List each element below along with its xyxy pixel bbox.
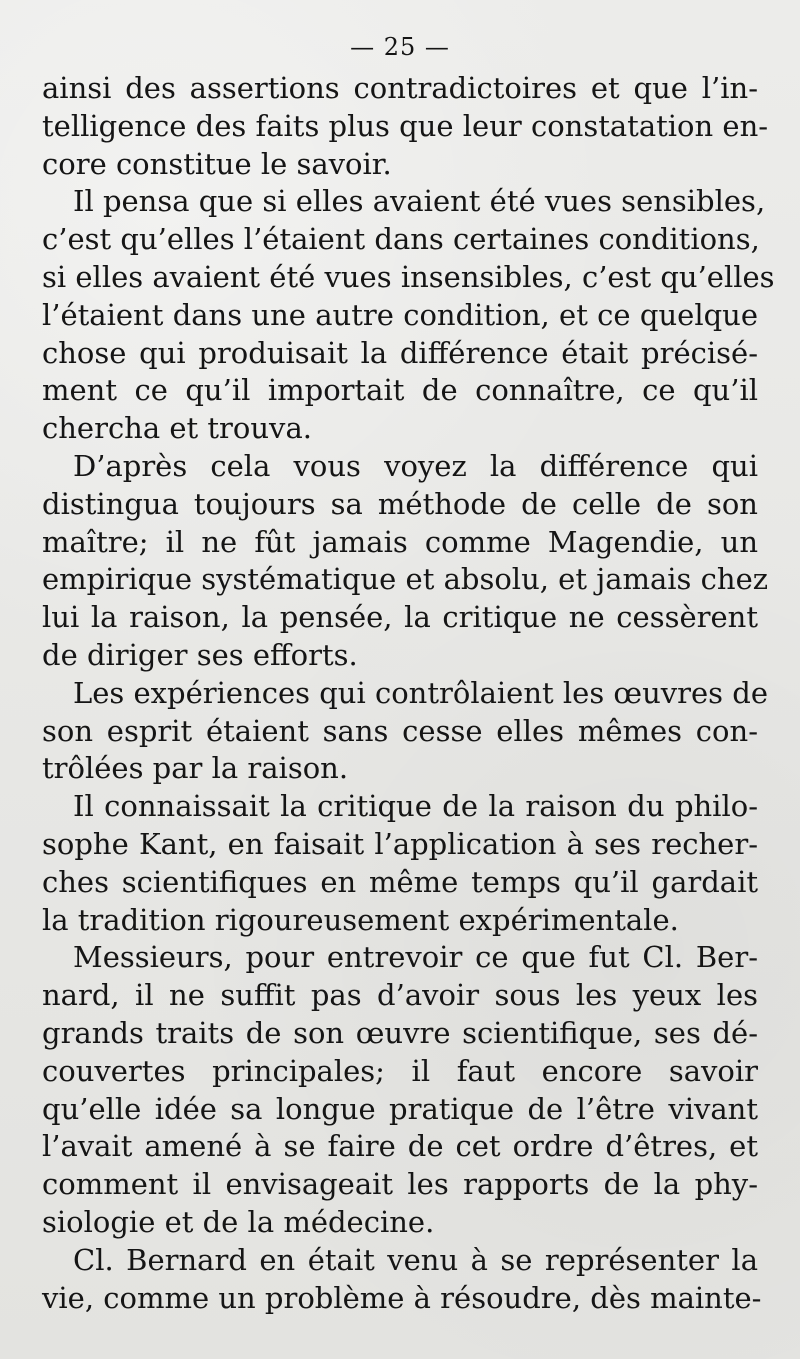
text-line-content: qu’elle idée sa longue pratique de l’être vivant (42, 1091, 758, 1126)
text-line (42, 410, 758, 448)
text-line-content: Cl. Bernard en était venu à se représenter la (73, 1242, 758, 1277)
text-line-content: son esprit étaient sans cesse elles mêmes con- (42, 713, 758, 748)
text-line-content: Messieurs, pour entrevoir ce que fut Cl. Ber- (73, 940, 758, 975)
body-text (42, 70, 775, 1317)
paragraph (42, 70, 769, 183)
text-line (42, 221, 758, 259)
text-line-content: Il connaissait la critique de la raison du philo- (73, 789, 758, 824)
text-line-content: Les expériences qui contrôlaient les œuvres de (73, 675, 769, 710)
text-line-content: vie, comme un problème à résoudre, dès mainte- (42, 1280, 762, 1315)
paragraph (42, 183, 775, 448)
text-line-content: D’après cela vous voyez la différence qui (73, 448, 758, 483)
text-line (42, 448, 758, 486)
text-line-content: empirique systématique et absolu, et jamais chez (42, 562, 769, 597)
paragraph (42, 788, 758, 939)
text-line (42, 1242, 758, 1280)
text-line-content: l’avait amené à se faire de cet ordre d’êtres, et (42, 1129, 758, 1164)
text-line (42, 599, 758, 637)
page-number: — 25 — (350, 33, 450, 61)
text-line-content: trôlées par la raison. (42, 751, 349, 786)
paragraph (42, 448, 769, 675)
text-line (42, 750, 758, 788)
text-line (42, 1280, 762, 1318)
text-line-content: si elles avaient été vues insensibles, c’est qu’elles (42, 259, 775, 294)
text-line-content: couvertes principales; il faut encore savoir (42, 1053, 758, 1088)
text-line (42, 561, 769, 599)
text-line (42, 902, 758, 940)
text-line (42, 1091, 758, 1129)
text-line (42, 1128, 758, 1166)
text-line (42, 1166, 758, 1204)
text-line-content: ches scientifiques en même temps qu’il gardait (42, 864, 758, 899)
text-line-content: ment ce qu’il importait de connaître, ce qu’il (42, 373, 758, 408)
text-line-content: nard, il ne suffit pas d’avoir sous les yeux les (42, 978, 758, 1013)
text-line (42, 1053, 758, 1091)
text-line (42, 864, 758, 902)
text-line (42, 826, 758, 864)
text-line (42, 259, 775, 297)
text-line (42, 183, 766, 221)
text-line-content: core constitue le savoir. (42, 146, 392, 181)
text-line (42, 977, 758, 1015)
text-line (42, 713, 758, 751)
text-line (42, 524, 758, 562)
text-line (42, 788, 758, 826)
text-line-content: ainsi des assertions contradictoires et que l’in- (42, 71, 758, 105)
text-line (42, 146, 758, 184)
text-line-content: la tradition rigoureusement expérimentale. (42, 902, 679, 937)
text-line-content: de diriger ses efforts. (42, 637, 358, 672)
text-line-content: grands traits de son œuvre scientifique, ses dé- (42, 1015, 758, 1050)
text-line-content: telligence des faits plus que leur constatation en- (42, 108, 769, 143)
text-line-content: maître; il ne fût jamais comme Magendie, un (42, 524, 758, 559)
paragraph (42, 1242, 762, 1318)
text-line (42, 939, 758, 977)
text-line-content: comment il envisageait les rapports de la phy- (42, 1167, 758, 1202)
text-line-content: distingua toujours sa méthode de celle de son (42, 486, 758, 521)
text-line-content: siologie et de la médecine. (42, 1204, 435, 1239)
text-line (42, 297, 758, 335)
text-line (42, 372, 758, 410)
paragraph (42, 675, 769, 788)
text-line (42, 675, 769, 713)
text-line (42, 335, 758, 373)
text-line (42, 637, 758, 675)
text-line-content: sophe Kant, en faisait l’application à ses recher- (42, 826, 758, 861)
text-line-content: l’étaient dans une autre condition, et ce quelque (42, 297, 758, 332)
text-line-content: Il pensa que si elles avaient été vues sensibles, (73, 184, 766, 219)
text-line (42, 1015, 758, 1053)
text-line (42, 1204, 758, 1242)
text-line (42, 70, 758, 108)
text-line-content: lui la raison, la pensée, la critique ne cessèrent (42, 600, 758, 635)
text-line-content: chercha et trouva. (42, 411, 312, 446)
text-line-content: c’est qu’elles l’étaient dans certaines conditions, (42, 222, 760, 257)
text-line (42, 486, 758, 524)
paragraph (42, 939, 758, 1241)
text-line (42, 108, 769, 146)
text-line-content: chose qui produisait la différence était précisé- (42, 335, 758, 370)
